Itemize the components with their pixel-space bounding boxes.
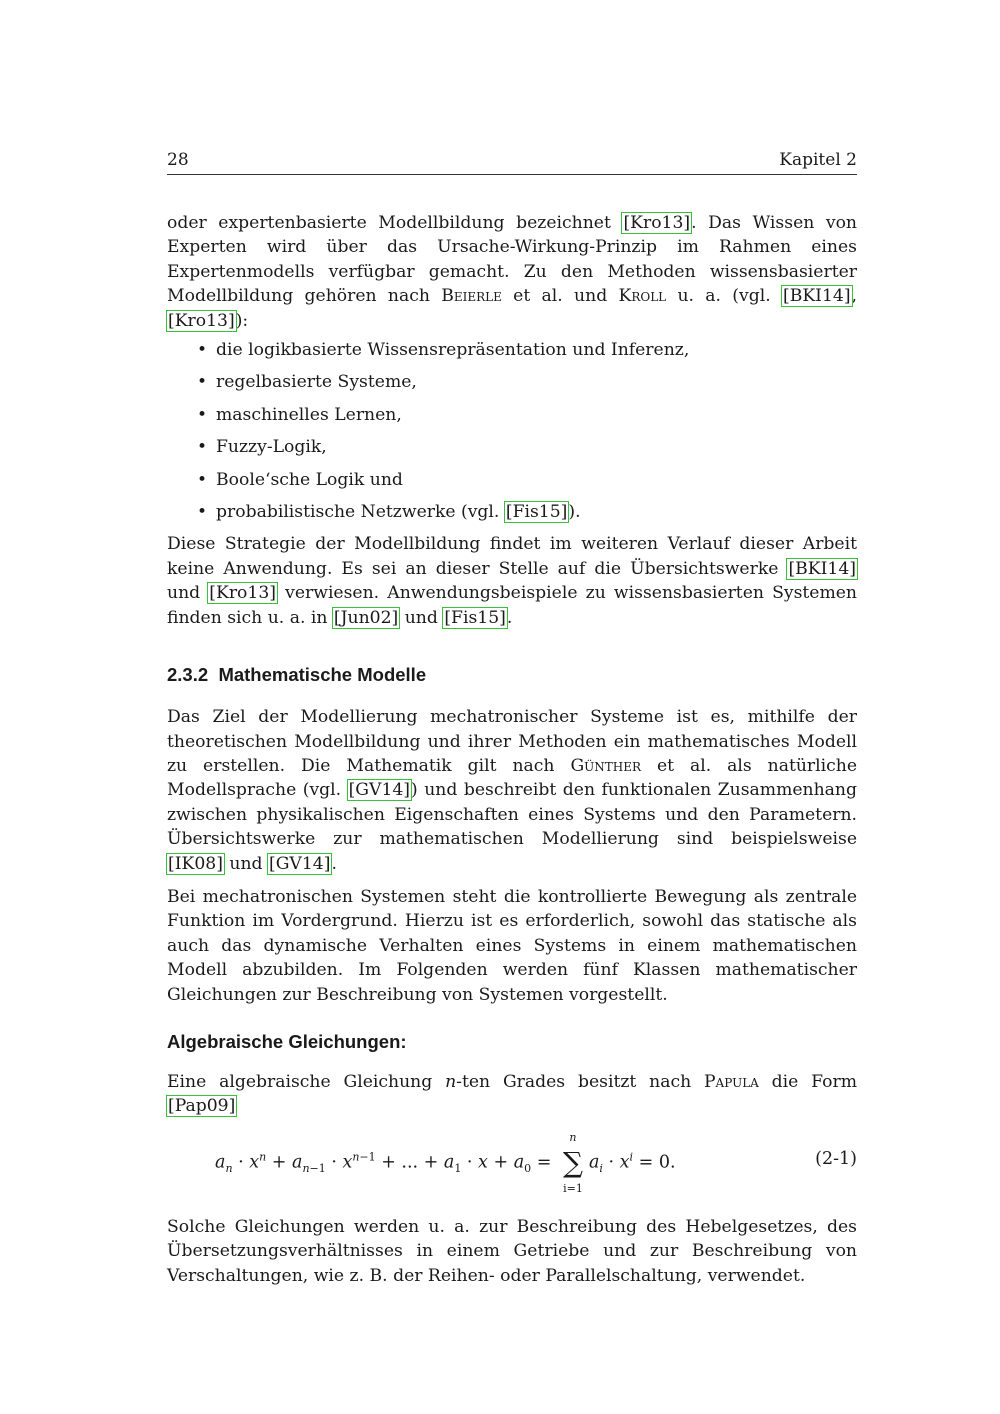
bullet-icon: • xyxy=(197,340,208,361)
citation-link[interactable]: [BKI14] xyxy=(782,286,851,307)
bullet-icon: • xyxy=(197,469,208,490)
list-item xyxy=(167,370,857,394)
list-item xyxy=(167,338,857,362)
text: , xyxy=(851,286,857,307)
paragraph-knowledge-based xyxy=(167,211,857,333)
paragraph-strategy xyxy=(167,532,857,630)
paragraph-math-models xyxy=(167,705,857,876)
page xyxy=(167,148,857,1288)
equation-formula: $a_n \cdot x^n + a_{n-1} \cdot x^{n-1}$ + ... + $a_1 \cdot x + a_0$ = n ∑ i=1 $a_i \cdot x^i = 0$. xyxy=(215,1130,676,1195)
list-item xyxy=(167,500,857,524)
list-item-text: maschinelles Lernen, xyxy=(216,404,402,425)
list-item-text: probabilistische Netzwerke (vgl. xyxy=(216,502,505,523)
text: et al. und xyxy=(501,286,619,307)
citation-link[interactable]: [IK08] xyxy=(168,853,223,874)
citation-link[interactable]: [GV14] xyxy=(269,853,331,874)
paragraph-algebraic xyxy=(167,1070,857,1119)
citation-link[interactable]: [Kro13] xyxy=(209,583,276,604)
list-item-text: die logikbasierte Wissensrepräsentation und Inferenz, xyxy=(216,340,690,361)
list-item-text: Boole‘sche Logik und xyxy=(216,469,403,490)
list-item-text: regelbasierte Systeme, xyxy=(216,372,417,393)
sum-upper-limit: n xyxy=(569,1130,577,1144)
text: oder expertenbasierte Modellbildung bezeichnet xyxy=(167,213,623,233)
text: und xyxy=(399,607,444,628)
paragraph-mechatronics: Bei mechatronischen Systemen steht die kontrollierte Bewegung als zentrale Funktion im Vordergrund. Hierzu ist es erforderlich, sowohl das statische als auch das dynamische Verhalten eines Systems in einem mathematischen Modell abzubilden. Im Folgenden werden fünf Klassen mathematischer Gleichungen zur Beschreibung von Systemen vorgestellt. xyxy=(167,886,857,1005)
list-item xyxy=(167,435,857,459)
list-item-text: ). xyxy=(568,502,581,523)
sum-lower-limit: i=1 xyxy=(563,1181,583,1195)
section-number: 2.3.2 xyxy=(167,664,209,686)
text: und xyxy=(223,853,268,874)
text: -ten Grades besitzt nach xyxy=(456,1071,704,1092)
chapter-label: Kapitel 2 xyxy=(779,150,857,170)
citation-link[interactable]: [Pap09] xyxy=(168,1096,236,1117)
section-title: Mathematische Modelle xyxy=(218,664,427,686)
list-item xyxy=(167,468,857,492)
paragraph-applications: Solche Gleichungen werden u. a. zur Beschreibung des Hebelgesetzes, des Übersetzungsverhältnisses in einem Getriebe und zur Beschreibung von Verschaltungen, wie z. B. der Reihen- oder Parallelschaltung, verwendet. xyxy=(167,1216,857,1286)
subheading: Algebraische Gleichungen: xyxy=(167,1030,407,1052)
text: Eine algebraische Gleichung xyxy=(167,1071,446,1092)
text: . xyxy=(506,607,513,628)
citation-link[interactable]: [Fis15] xyxy=(505,502,568,523)
author-name: Beierle xyxy=(441,286,502,307)
running-header xyxy=(167,148,857,175)
citation-link[interactable]: [Fis15] xyxy=(444,607,506,628)
page-number: 28 xyxy=(167,150,189,170)
citation-link[interactable]: [Kro13] xyxy=(168,310,235,331)
author-name: Papula xyxy=(703,1071,759,1092)
math-variable: n xyxy=(445,1071,457,1092)
text: ) und beschreibt den funktionalen Zusammenhang zwischen physikalischen Eigenschaften eines Systems und den Parametern. Übersichtswerke zur mathematischen Modellierung sind beispielsweise xyxy=(167,780,857,850)
text: et al. als natürliche Modellsprache (vgl. xyxy=(167,755,857,801)
author-name: Kroll xyxy=(618,286,667,307)
author-name: Günther xyxy=(570,755,642,776)
text: die Form xyxy=(758,1071,857,1092)
section-heading xyxy=(167,663,857,687)
list-item xyxy=(167,403,857,427)
text: Das Ziel der Modellierung mechatronischer Systeme ist es, mithilfe der theoretischen Modellbildung und ihrer Methoden ein mathematisches Modell zu erstellen. Die Mathematik gilt nach xyxy=(167,707,857,776)
citation-link[interactable]: [BKI14] xyxy=(788,558,856,579)
bullet-icon: • xyxy=(197,372,208,393)
text: Diese Strategie der Modellbildung findet im weiteren Verlauf dieser Arbeit keine Anwendung. Es sei an dieser Stelle auf die Übersichtswerke xyxy=(167,534,857,579)
bullet-icon: • xyxy=(197,404,208,425)
text: . xyxy=(331,853,337,874)
text: ): xyxy=(235,310,249,331)
equation-2-1 xyxy=(167,1131,857,1201)
text: u. a. (vgl. xyxy=(666,286,782,307)
bullet-icon: • xyxy=(197,502,208,523)
bullet-icon: • xyxy=(197,437,208,458)
text: . Das Wissen von Experten wird über das Ursache-Wirkung-Prinzip im Rahmen eines Expertenmodells verfügbar gemacht. Zu den Methoden wissensbasierter Modellbildung gehören nach xyxy=(167,213,857,307)
method-list xyxy=(167,338,857,524)
citation-link[interactable]: [GV14] xyxy=(348,780,411,801)
sum-symbol: n ∑ i=1 xyxy=(559,1149,587,1177)
citation-link[interactable]: [Kro13] xyxy=(623,213,691,233)
equation-number: (2-1) xyxy=(815,1148,857,1169)
text: verwiesen. Anwendungsbeispiele zu wissensbasierten Systemen finden sich u. a. in xyxy=(167,583,858,628)
citation-link[interactable]: [Jun02] xyxy=(333,607,399,628)
text: und xyxy=(167,583,209,604)
list-item-text: Fuzzy-Logik, xyxy=(216,437,327,458)
